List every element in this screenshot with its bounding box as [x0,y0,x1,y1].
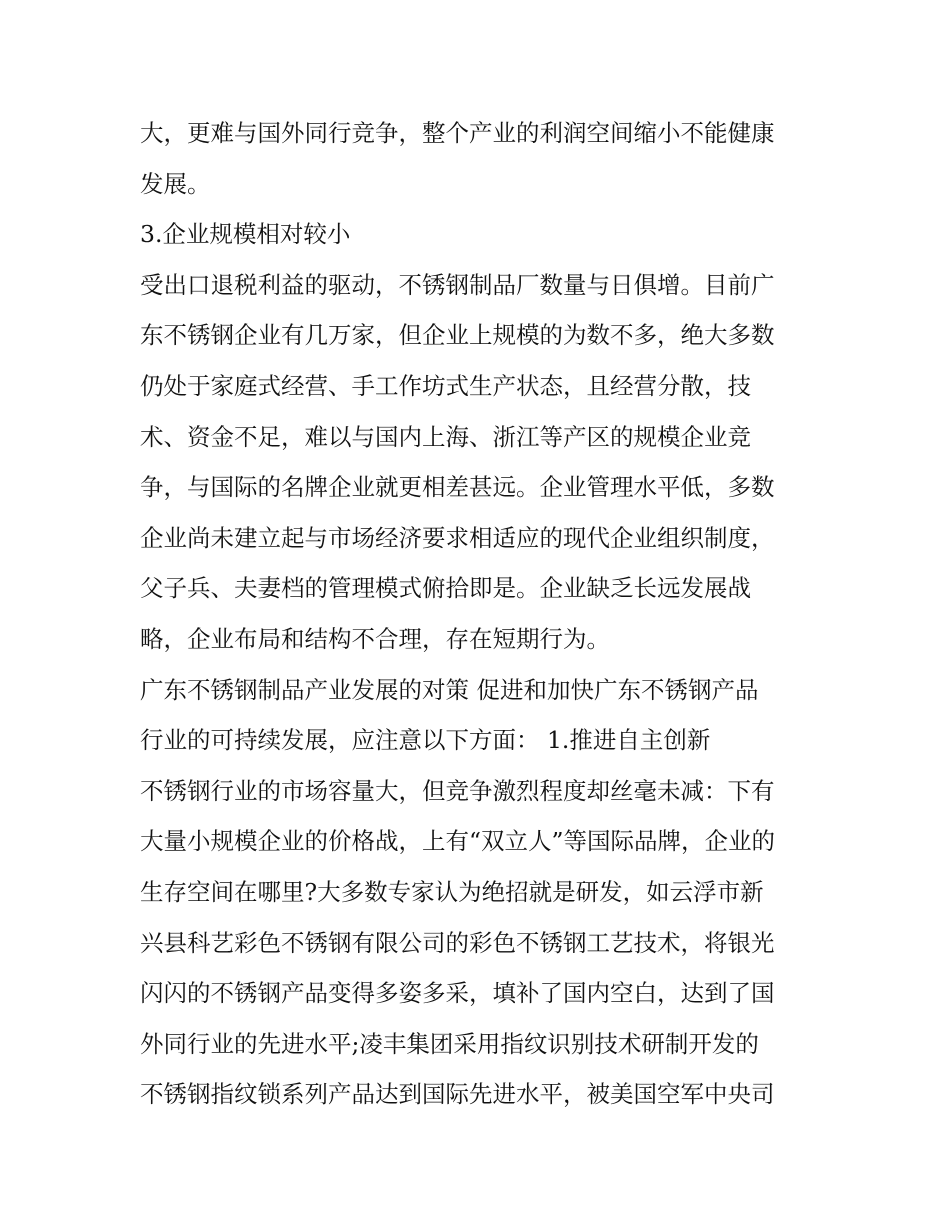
text-line: 行业的可持续发展，应注意以下方面： 1.推进自主创新 [140,726,711,755]
section-heading: 3.企业规模相对较小 [140,220,351,249]
text-line: 兴县科艺彩色不锈钢有限公司的彩色不锈钢工艺技术，将银光 [140,928,775,957]
text-line: 闪闪的不锈钢产品变得多姿多采，填补了国内空白，达到了国 [140,979,775,1008]
text-line: 外同行业的先进水平;凌丰集团采用指纹识别技术研制开发的 [140,1029,759,1058]
text-line: 发展。 [140,169,211,198]
document-body [140,108,820,1120]
text-line: 争，与国际的名牌企业就更相差甚远。企业管理水平低，多数 [140,473,775,502]
text-line: 大，更难与国外同行竞争，整个产业的利润空间缩小不能健康 [140,119,775,147]
text-line: 广东不锈钢制品产业发展的对策 促进和加快广东不锈钢产品 [140,675,759,704]
text-line: 术、资金不足，难以与国内上海、浙江等产区的规模企业竞 [140,422,751,451]
text-line: 生存空间在哪里?大多数专家认为绝招就是研发，如云浮市新 [140,877,764,906]
text-line: 不锈钢指纹锁系列产品达到国际先进水平，被美国空军中央司 [140,1080,775,1109]
text-line: 父子兵、夫妻档的管理模式俯拾即是。企业缺乏长远发展战 [140,574,751,603]
text-line: 企业尚未建立起与市场经济要求相适应的现代企业组织制度， [140,523,775,552]
text-line: 不锈钢行业的市场容量大，但竞争激烈程度却丝毫未减：下有 [140,776,775,805]
text-line: 大量小规模企业的价格战，上有“双立人”等国际品牌，企业的 [140,827,776,856]
text-line: 略，企业布局和结构不合理，存在短期行为。 [140,624,610,653]
text-line: 仍处于家庭式经营、手工作坊式生产状态，且经营分散，技 [140,371,751,400]
text-line: 受出口退税利益的驱动，不锈钢制品厂数量与日俱增。目前广 [140,270,775,299]
text-line: 东不锈钢企业有几万家，但企业上规模的为数不多，绝大多数 [140,321,775,350]
